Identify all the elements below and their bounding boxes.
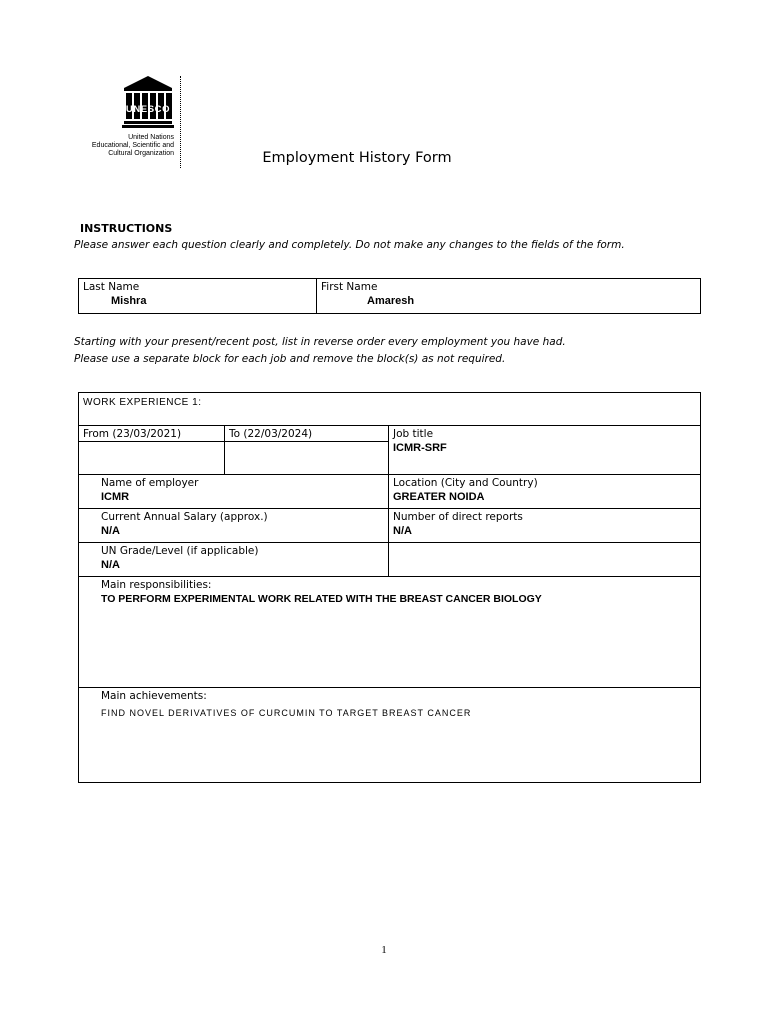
first-name-label: First Name xyxy=(321,281,378,293)
to-date-cell[interactable] xyxy=(225,426,389,442)
org-line: Educational, Scientific and xyxy=(91,142,174,149)
location-value: GREATER NOIDA xyxy=(393,491,485,503)
page-number: 1 xyxy=(381,944,387,956)
from-date-cell[interactable] xyxy=(79,426,225,442)
unesco-temple-icon xyxy=(120,74,176,130)
work-heading: WORK EXPERIENCE 1: xyxy=(83,397,202,408)
last-name-label: Last Name xyxy=(83,281,140,293)
achievements-label: Main achievements: xyxy=(101,690,207,702)
employer-label: Name of employer xyxy=(101,477,199,489)
from-date-value-cell[interactable] xyxy=(79,442,225,475)
salary-label: Current Annual Salary (approx.) xyxy=(101,511,268,523)
name-table xyxy=(78,278,701,314)
location-label: Location (City and Country) xyxy=(393,477,538,489)
responsibilities-label: Main responsibilities: xyxy=(101,579,212,591)
last-name-cell[interactable] xyxy=(79,279,317,314)
responsibilities-value: TO PERFORM EXPERIMENTAL WORK RELATED WITH THE BREAST CANCER BIOLOGY xyxy=(101,593,542,605)
salary-value: N/A xyxy=(101,525,120,537)
salary-cell[interactable] xyxy=(79,509,389,543)
form-title-wrap xyxy=(0,150,768,166)
direct-reports-label: Number of direct reports xyxy=(393,511,523,523)
note-line: Starting with your present/recent post, list in reverse order every employment you have had. xyxy=(74,336,566,348)
last-name-value: Mishra xyxy=(111,295,147,307)
achievements-value: FIND NOVEL DERIVATIVES OF CURCUMIN TO TARGET BREAST CANCER xyxy=(101,708,472,718)
org-line: Cultural Organization xyxy=(108,150,174,157)
form-title: Employment History Form xyxy=(262,150,452,166)
direct-reports-cell[interactable] xyxy=(389,509,701,543)
employer-value: ICMR xyxy=(101,491,130,503)
to-date-value-cell[interactable] xyxy=(225,442,389,475)
to-date-label: To (22/03/2024) xyxy=(229,428,313,440)
job-title-value: ICMR-SRF xyxy=(393,442,447,454)
job-title-cell[interactable] xyxy=(389,426,701,475)
work-experience-table xyxy=(78,392,701,783)
empty-cell xyxy=(389,543,701,577)
achievements-cell[interactable] xyxy=(79,688,701,783)
note-line: Please use a separate block for each job and remove the block(s) as not required. xyxy=(74,353,506,365)
logo-mark-text: UNESCO xyxy=(125,104,171,115)
from-date-label: From (23/03/2021) xyxy=(83,428,182,440)
un-grade-label: UN Grade/Level (if applicable) xyxy=(101,545,259,557)
employer-cell[interactable] xyxy=(79,475,389,509)
responsibilities-cell[interactable] xyxy=(79,577,701,688)
instructions-heading: INSTRUCTIONS xyxy=(80,222,173,235)
instructions-text: Please answer each question clearly and completely. Do not make any changes to the fields of the form. xyxy=(74,239,625,251)
first-name-cell[interactable] xyxy=(317,279,701,314)
un-grade-value: N/A xyxy=(101,559,120,571)
org-line: United Nations xyxy=(128,134,174,141)
un-grade-cell[interactable] xyxy=(79,543,389,577)
location-cell[interactable] xyxy=(389,475,701,509)
first-name-value: Amaresh xyxy=(367,295,415,307)
job-title-label: Job title xyxy=(393,428,434,440)
direct-reports-value: N/A xyxy=(393,525,412,537)
work-heading-cell xyxy=(79,393,701,426)
